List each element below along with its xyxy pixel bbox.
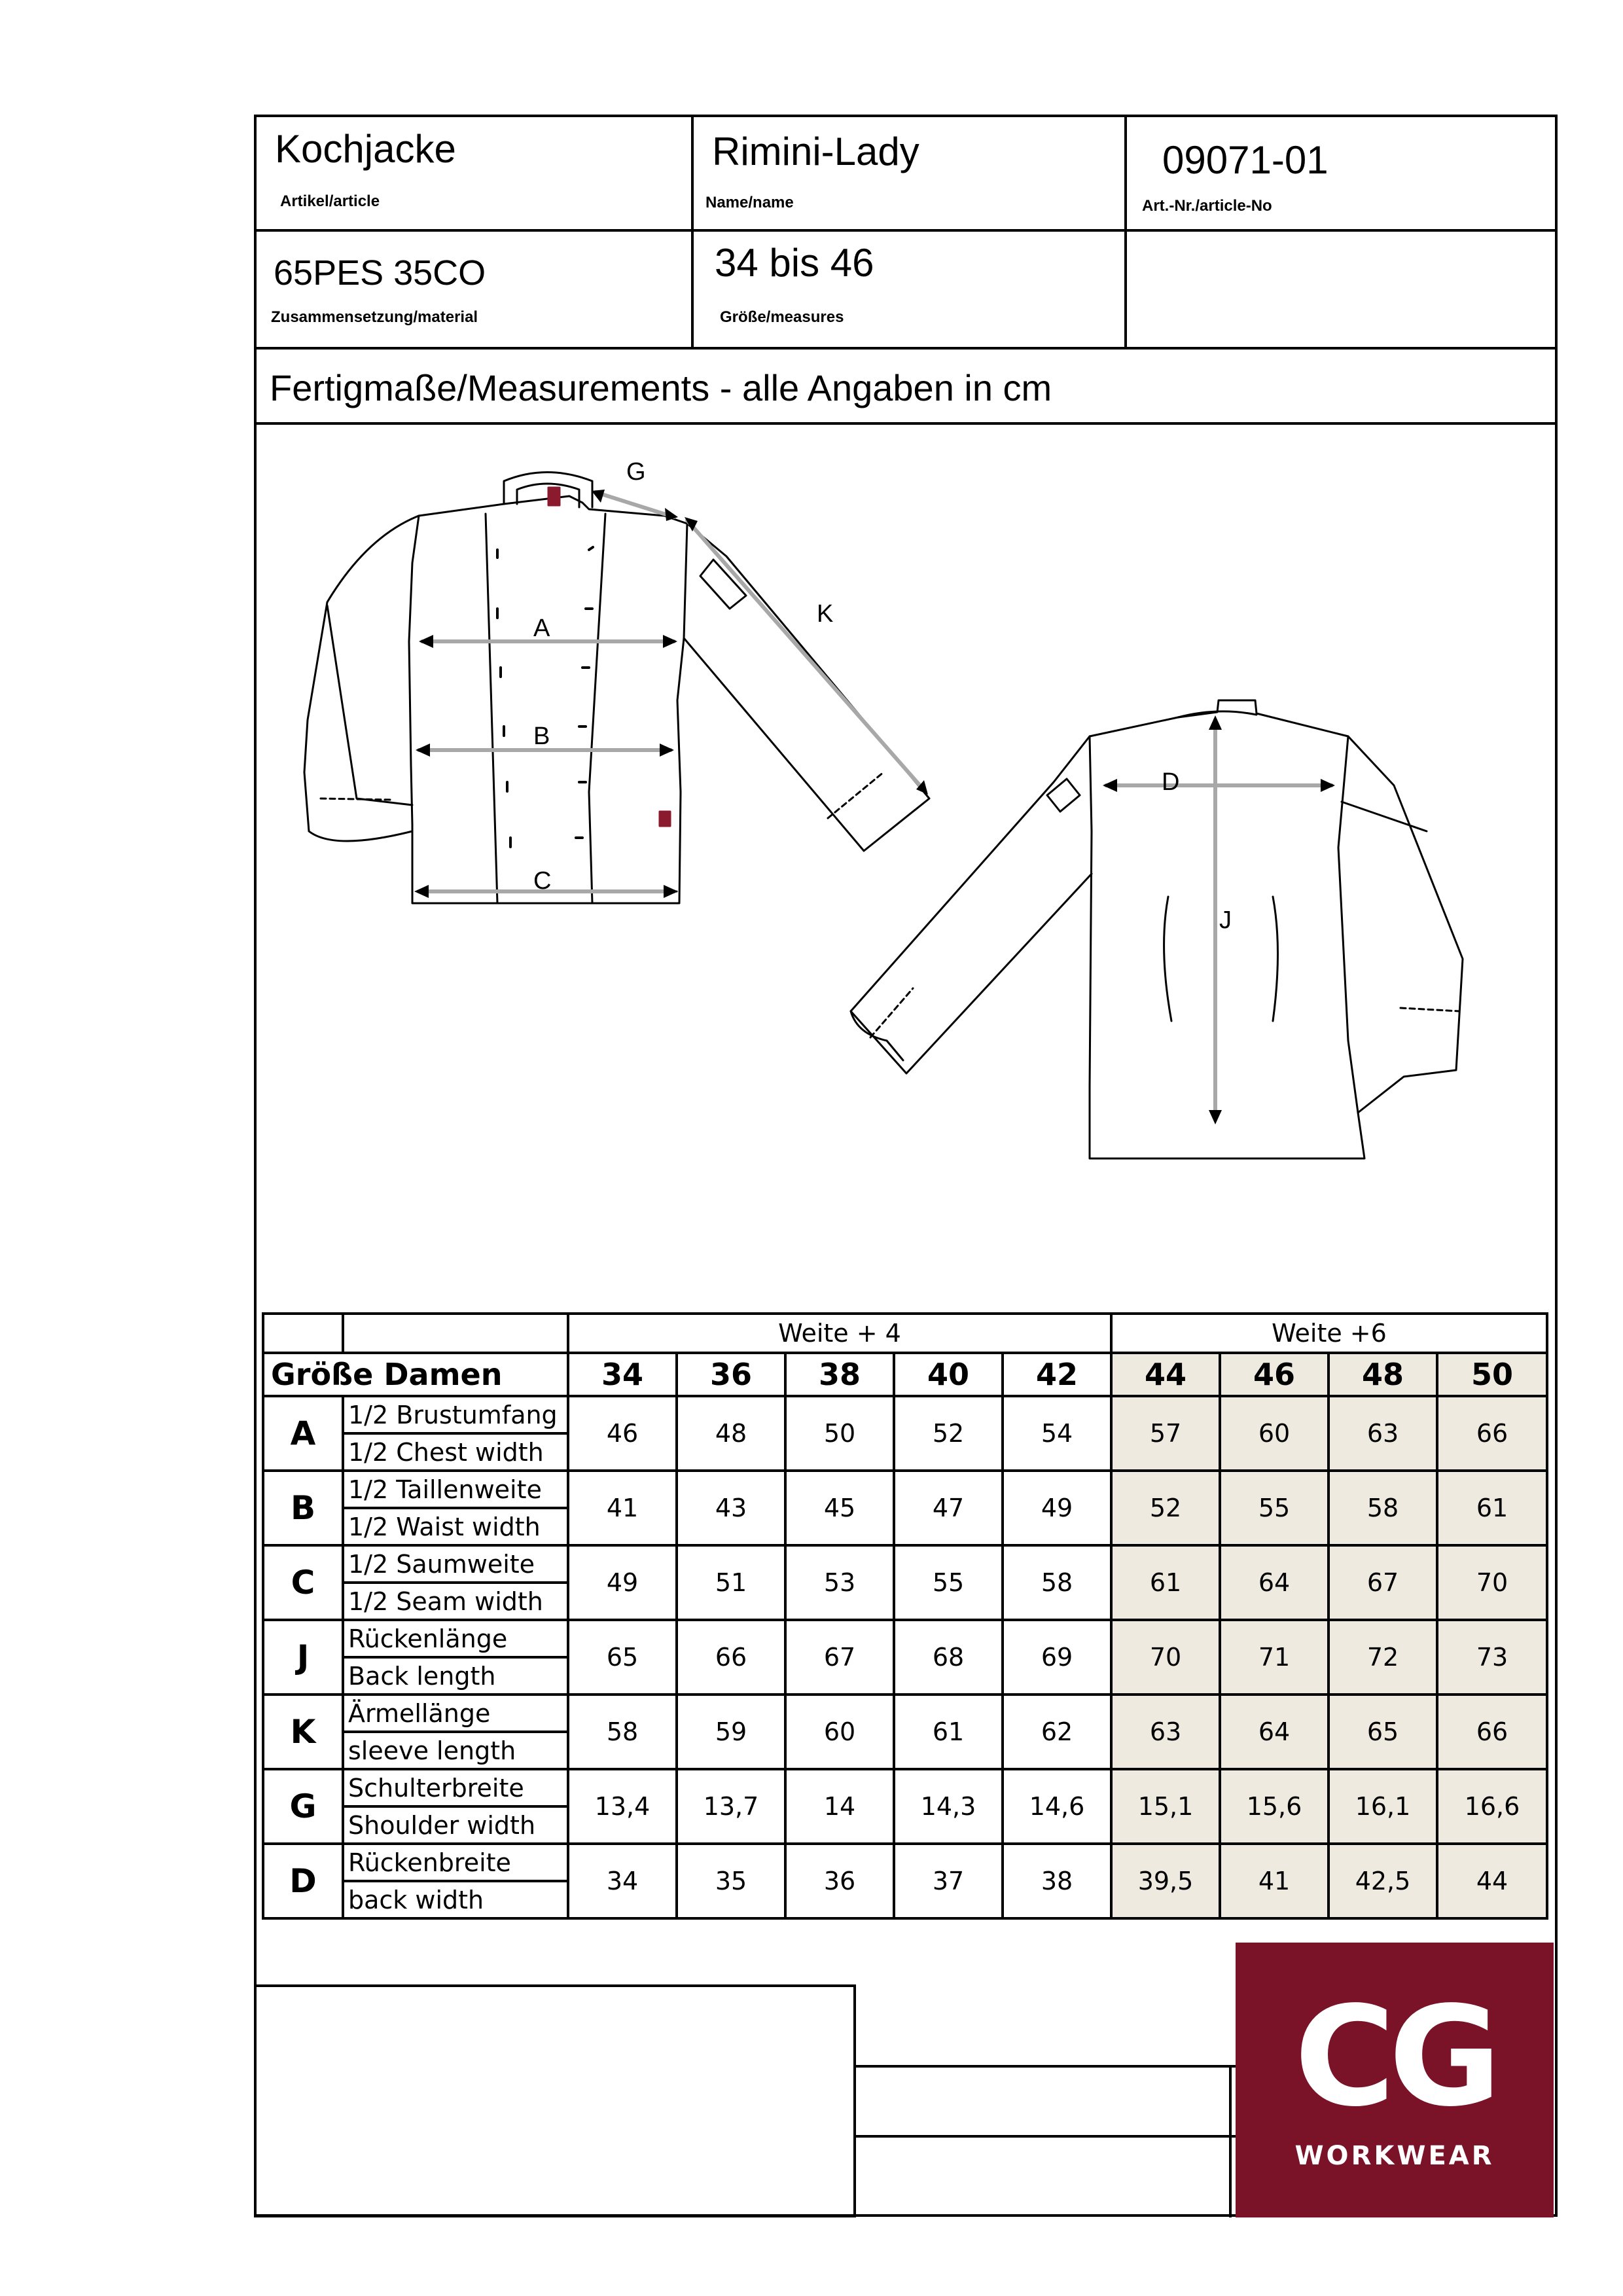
- header-divider: [1124, 115, 1127, 349]
- measure-code: C: [263, 1545, 343, 1620]
- measure-value: 66: [677, 1620, 785, 1695]
- measure-value: 59: [677, 1695, 785, 1769]
- measure-value: 47: [894, 1471, 1003, 1545]
- measure-value: 73: [1437, 1620, 1547, 1695]
- header-divider: [254, 347, 1558, 350]
- measure-code: J: [263, 1620, 343, 1695]
- measure-value: 16,1: [1329, 1769, 1437, 1844]
- measure-value: 54: [1003, 1396, 1111, 1471]
- header-divider: [254, 422, 1558, 425]
- table-row: [263, 1471, 1547, 1508]
- logo-text: WORKWEAR: [1294, 2141, 1495, 2171]
- name-label: Name/name: [705, 194, 794, 211]
- footer-divider: [1229, 2065, 1232, 2217]
- sizes-value: 34 bis 46: [715, 241, 874, 285]
- measure-value: 60: [785, 1695, 894, 1769]
- cg-workwear-logo: [1236, 1943, 1554, 2217]
- front-view: [304, 473, 929, 904]
- measure-value: 43: [677, 1471, 785, 1545]
- measure-value: 67: [1329, 1545, 1437, 1620]
- label-J: J: [1219, 906, 1232, 934]
- size-36: 36: [677, 1353, 785, 1396]
- measure-label-de: Schulterbreite: [343, 1769, 568, 1806]
- table-row: [263, 1620, 1547, 1657]
- measure-value: 35: [677, 1844, 785, 1918]
- measure-value: 41: [568, 1471, 677, 1545]
- section-title: Fertigmaße/Measurements - alle Angaben in cm: [270, 367, 1052, 408]
- measure-value: 67: [785, 1620, 894, 1695]
- label-D: D: [1162, 768, 1180, 796]
- label-C: C: [533, 867, 552, 895]
- measure-value: 15,6: [1220, 1769, 1329, 1844]
- measure-value: 69: [1003, 1620, 1111, 1695]
- measure-value: 62: [1003, 1695, 1111, 1769]
- measure-value: 57: [1111, 1396, 1220, 1471]
- measure-value: 66: [1437, 1695, 1547, 1769]
- garment-diagram: [254, 425, 1558, 1302]
- measure-value: 50: [785, 1396, 894, 1471]
- measure-value: 48: [677, 1396, 785, 1471]
- measure-value: 14: [785, 1769, 894, 1844]
- measure-value: 65: [568, 1620, 677, 1695]
- measure-value: 51: [677, 1545, 785, 1620]
- group-header-right: Weite +6: [1111, 1314, 1547, 1353]
- measure-label-de: Ärmellänge: [343, 1695, 568, 1732]
- label-A: A: [533, 615, 550, 642]
- measure-value: 55: [894, 1545, 1003, 1620]
- measure-value: 52: [1111, 1471, 1220, 1545]
- footer-divider: [856, 2135, 1236, 2138]
- article-value: Kochjacke: [275, 127, 456, 171]
- measure-label-en: Shoulder width: [343, 1806, 568, 1844]
- measure-value: 13,7: [677, 1769, 785, 1844]
- measure-value: 58: [568, 1695, 677, 1769]
- label-G: G: [626, 458, 646, 486]
- measure-label-de: Rückenlänge: [343, 1620, 568, 1657]
- size-50: 50: [1437, 1353, 1547, 1396]
- size-44: 44: [1111, 1353, 1220, 1396]
- measure-value: 58: [1003, 1545, 1111, 1620]
- measure-label-en: 1/2 Seam width: [343, 1583, 568, 1620]
- measure-value: 14,3: [894, 1769, 1003, 1844]
- measure-value: 68: [894, 1620, 1003, 1695]
- measure-code: A: [263, 1396, 343, 1471]
- measure-code: G: [263, 1769, 343, 1844]
- measure-value: 61: [1437, 1471, 1547, 1545]
- measure-label-en: back width: [343, 1881, 568, 1918]
- measure-value: 42,5: [1329, 1844, 1437, 1918]
- measurement-table: [262, 1312, 1548, 1920]
- label-B: B: [533, 723, 550, 750]
- measure-label-en: sleeve length: [343, 1732, 568, 1769]
- measure-value: 64: [1220, 1695, 1329, 1769]
- table-row: [263, 1396, 1547, 1433]
- measure-value: 65: [1329, 1695, 1437, 1769]
- measure-value: 13,4: [568, 1769, 677, 1844]
- measure-value: 70: [1111, 1620, 1220, 1695]
- measure-value: 15,1: [1111, 1769, 1220, 1844]
- measure-value: 45: [785, 1471, 894, 1545]
- measure-value: 14,6: [1003, 1769, 1111, 1844]
- table-row: [263, 1769, 1547, 1806]
- group-header-left: Weite + 4: [568, 1314, 1111, 1353]
- measure-value: 41: [1220, 1844, 1329, 1918]
- material-value: 65PES 35CO: [274, 253, 486, 293]
- logo-mark: CG: [1294, 1977, 1495, 2137]
- measure-code: B: [263, 1471, 343, 1545]
- measure-value: 36: [785, 1844, 894, 1918]
- measure-value: 38: [1003, 1844, 1111, 1918]
- measure-value: 63: [1329, 1396, 1437, 1471]
- measure-value: 63: [1111, 1695, 1220, 1769]
- measure-value: 52: [894, 1396, 1003, 1471]
- measure-value: 44: [1437, 1844, 1547, 1918]
- article-no-value: 09071-01: [1162, 138, 1329, 182]
- measure-label-de: 1/2 Brustumfang: [343, 1396, 568, 1433]
- measure-value: 46: [568, 1396, 677, 1471]
- size-46: 46: [1220, 1353, 1329, 1396]
- measure-value: 71: [1220, 1620, 1329, 1695]
- article-label: Artikel/article: [280, 192, 380, 210]
- measure-value: 66: [1437, 1396, 1547, 1471]
- size-34: 34: [568, 1353, 677, 1396]
- measure-value: 64: [1220, 1545, 1329, 1620]
- measure-value: 53: [785, 1545, 894, 1620]
- measure-value: 70: [1437, 1545, 1547, 1620]
- table-row: [263, 1545, 1547, 1583]
- measure-value: 72: [1329, 1620, 1437, 1695]
- measure-value: 58: [1329, 1471, 1437, 1545]
- name-value: Rimini-Lady: [712, 130, 919, 173]
- measure-label-en: Back length: [343, 1657, 568, 1695]
- measure-value: 60: [1220, 1396, 1329, 1471]
- measure-label-de: 1/2 Saumweite: [343, 1545, 568, 1583]
- blank-cell: [263, 1314, 343, 1353]
- measure-value: 37: [894, 1844, 1003, 1918]
- label-K: K: [817, 600, 834, 628]
- measure-value: 61: [1111, 1545, 1220, 1620]
- size-38: 38: [785, 1353, 894, 1396]
- table-row: [263, 1844, 1547, 1881]
- measure-value: 49: [568, 1545, 677, 1620]
- measure-label-de: Rückenbreite: [343, 1844, 568, 1881]
- measure-value: 55: [1220, 1471, 1329, 1545]
- measure-label-en: 1/2 Waist width: [343, 1508, 568, 1545]
- sizes-label: Größe/measures: [720, 308, 844, 326]
- measure-value: 39,5: [1111, 1844, 1220, 1918]
- header-divider: [254, 229, 1558, 232]
- size-40: 40: [894, 1353, 1003, 1396]
- measure-code: K: [263, 1695, 343, 1769]
- material-label: Zusammensetzung/material: [271, 308, 478, 326]
- article-no-label: Art.-Nr./article-No: [1142, 197, 1272, 215]
- measure-label-de: 1/2 Taillenweite: [343, 1471, 568, 1508]
- blank-cell: [343, 1314, 568, 1353]
- header-divider: [691, 115, 694, 349]
- measure-label-en: 1/2 Chest width: [343, 1433, 568, 1471]
- size-48: 48: [1329, 1353, 1437, 1396]
- notes-box: [254, 1984, 856, 2217]
- measure-value: 16,6: [1437, 1769, 1547, 1844]
- size-42: 42: [1003, 1353, 1111, 1396]
- back-view: [851, 700, 1463, 1158]
- measure-value: 61: [894, 1695, 1003, 1769]
- measure-code: D: [263, 1844, 343, 1918]
- table-row: [263, 1695, 1547, 1732]
- measure-value: 49: [1003, 1471, 1111, 1545]
- size-header: Größe Damen: [263, 1353, 568, 1396]
- measure-value: 34: [568, 1844, 677, 1918]
- footer-divider: [856, 2065, 1236, 2068]
